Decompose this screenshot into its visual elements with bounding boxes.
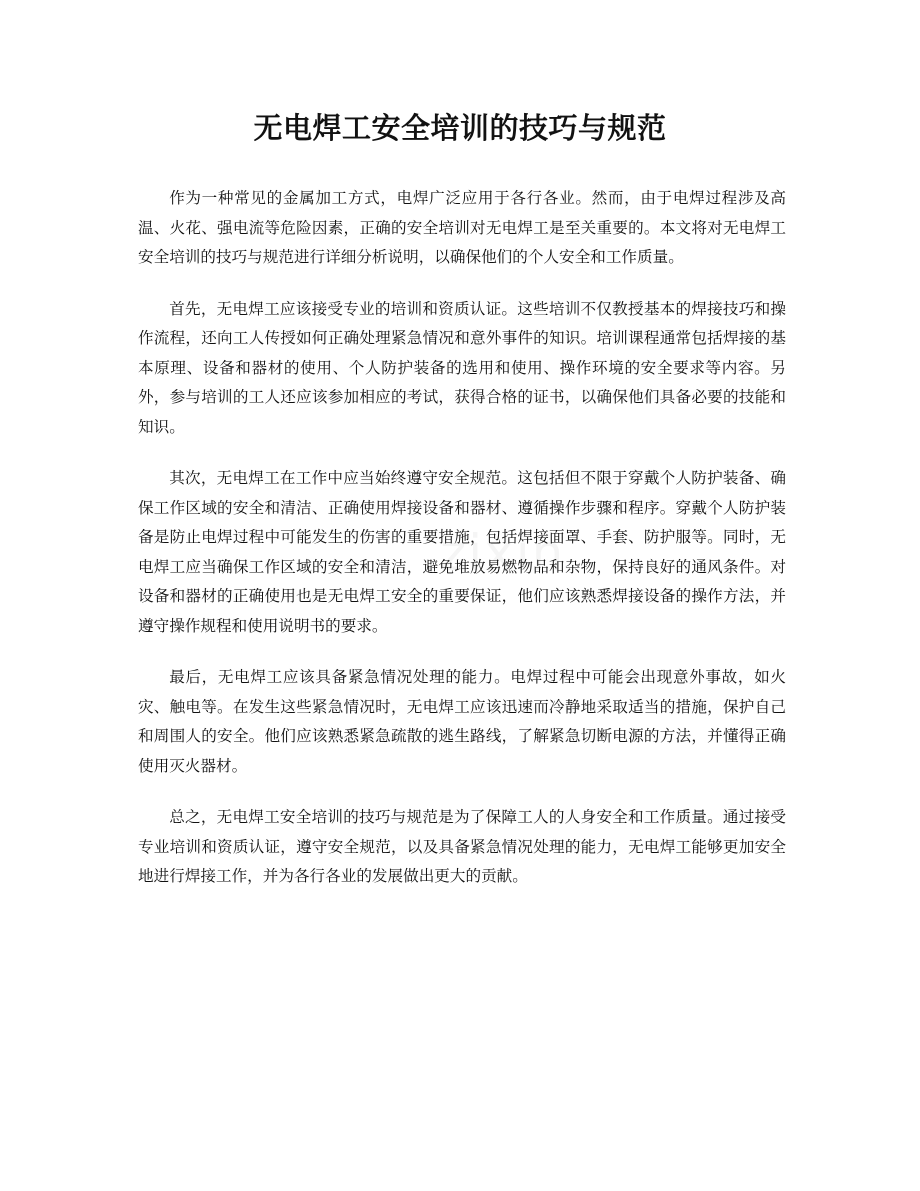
paragraph-conclusion: 总之，无电焊工安全培训的技巧与规范是为了保障工人的人身安全和工作质量。通过接受专业培训和资质认证，遵守安全规范，以及具备紧急情况处理的能力，无电焊工能够更加安全地进行焊接工作，并为各行各业的发展做出更大的贡献。 [138, 808, 786, 885]
paragraph-training: 首先，无电焊工应该接受专业的培训和资质认证。这些培训不仅教授基本的焊接技巧和操作流程，还向工人传授如何正确处理紧急情况和意外事件的知识。培训课程通常包括焊接的基本原理、设备和器材的使用、个人防护装备的选用和使用、操作环境的安全要求等内容。另外，参与培训的工人还应该参加相应的考试，获得合格的证书，以确保他们具备必要的技能和知识。 [138, 299, 786, 436]
document-body [138, 184, 786, 914]
paragraph-emergency: 最后，无电焊工应该具备紧急情况处理的能力。电焊过程中可能会出现意外事故，如火灾、触电等。在发生这些紧急情况时，无电焊工应该迅速而冷静地采取适当的措施，保护自己和周围人的安全。他们应该熟悉紧急疏散的逃生路线，了解紧急切断电源的方法，并懂得正确使用灭火器材。 [138, 668, 786, 775]
document-title: 无电焊工安全培训的技巧与规范 [253, 111, 667, 145]
paragraph-safety-rules: 其次，无电焊工在工作中应当始终遵守安全规范。这包括但不限于穿戴个人防护装备、确保工作区域的安全和清洁、正确使用焊接设备和器材、遵循操作步骤和程序。穿戴个人防护装备是防止电焊过程中可能发生的伤害的重要措施，包括焊接面罩、手套、防护服等。同时，无电焊工应当确保工作区域的安全和清洁，避免堆放易燃物品和杂物，保持良好的通风条件。对设备和器材的正确使用也是无电焊工安全的重要保证，他们应该熟悉焊接设备的操作方法，并遵守操作规程和使用说明书的要求。 [138, 469, 786, 635]
paragraph-intro: 作为一种常见的金属加工方式，电焊广泛应用于各行各业。然而，由于电焊过程涉及高温、火花、强电流等危险因素，正确的安全培训对无电焊工是至关重要的。本文将对无电焊工安全培训的技巧与规范进行详细分析说明，以确保他们的个人安全和工作质量。 [138, 189, 786, 266]
